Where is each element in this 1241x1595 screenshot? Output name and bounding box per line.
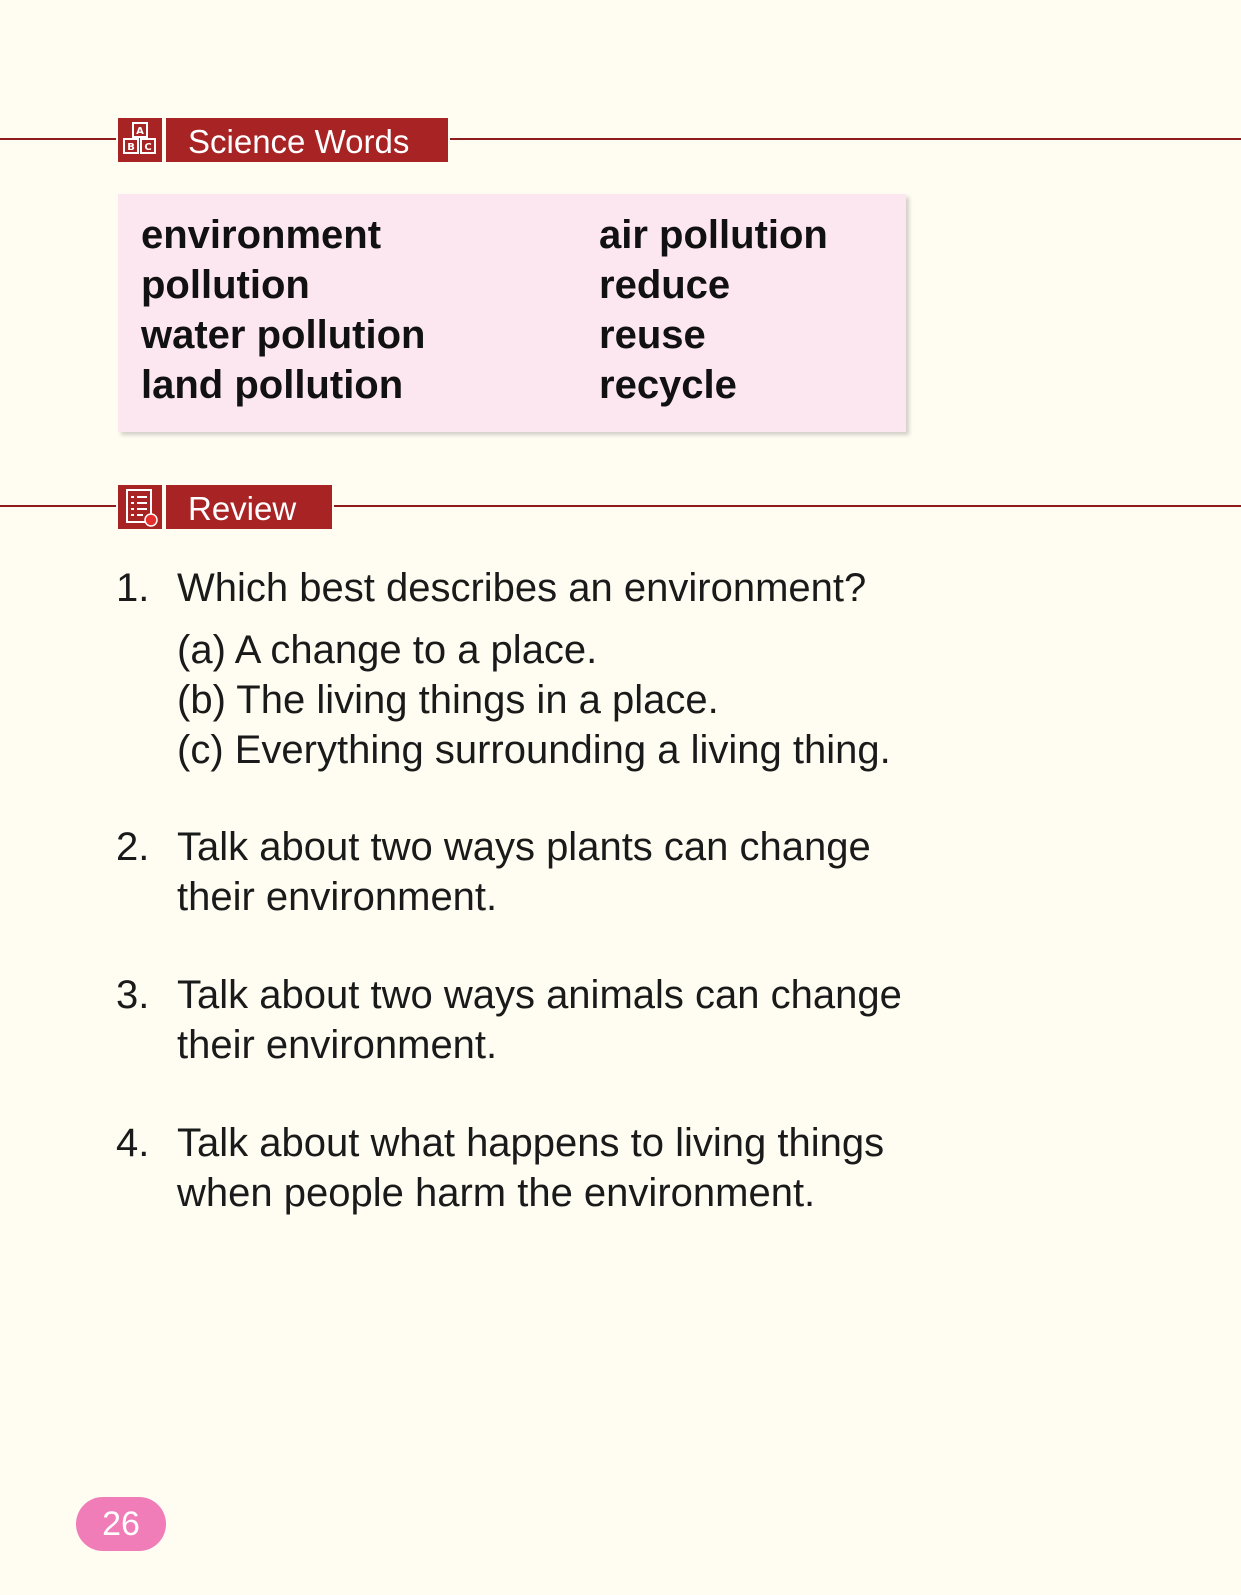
question-text: Talk about two ways animals can change their environment. xyxy=(177,973,902,1067)
science-word: recycle xyxy=(599,363,737,407)
answer-option-b: (b) The living things in a place. xyxy=(177,678,719,722)
question-text: Talk about what happens to living things when people harm the environment. xyxy=(177,1121,885,1215)
review-question-4 xyxy=(116,1118,1016,1218)
science-word: environment xyxy=(141,213,382,257)
question-number: 3. xyxy=(116,973,150,1017)
science-words-right-column xyxy=(599,210,828,410)
review-heading: Review xyxy=(164,483,334,531)
science-words-left-column xyxy=(141,210,425,410)
science-word: water pollution xyxy=(141,313,426,357)
answer-options xyxy=(177,625,891,775)
question-number: 2. xyxy=(116,825,150,869)
science-words-heading: Science Words xyxy=(164,116,450,164)
svg-text:B: B xyxy=(127,142,135,153)
science-words-box xyxy=(118,194,906,432)
question-number: 4. xyxy=(116,1121,150,1165)
review-question-2 xyxy=(116,822,1016,922)
page-number: 26 xyxy=(76,1497,166,1551)
review-question-3 xyxy=(116,970,1016,1070)
question-text: Which best describes an environment? xyxy=(177,566,867,610)
question-text: Talk about two ways plants can change their environment. xyxy=(177,825,871,919)
abc-blocks-icon xyxy=(116,116,164,164)
answer-option-c: (c) Everything surrounding a living thing. xyxy=(177,728,891,772)
svg-text:C: C xyxy=(144,142,152,153)
svg-text:A: A xyxy=(136,126,144,137)
science-word: land pollution xyxy=(141,363,404,407)
question-number: 1. xyxy=(116,566,150,610)
science-word: pollution xyxy=(141,263,310,307)
review-question-1 xyxy=(116,563,1016,773)
checklist-icon xyxy=(116,483,164,531)
science-word: reduce xyxy=(599,263,731,307)
science-word: air pollution xyxy=(599,213,828,257)
answer-option-a: (a) A change to a place. xyxy=(177,628,598,672)
science-word: reuse xyxy=(599,313,706,357)
